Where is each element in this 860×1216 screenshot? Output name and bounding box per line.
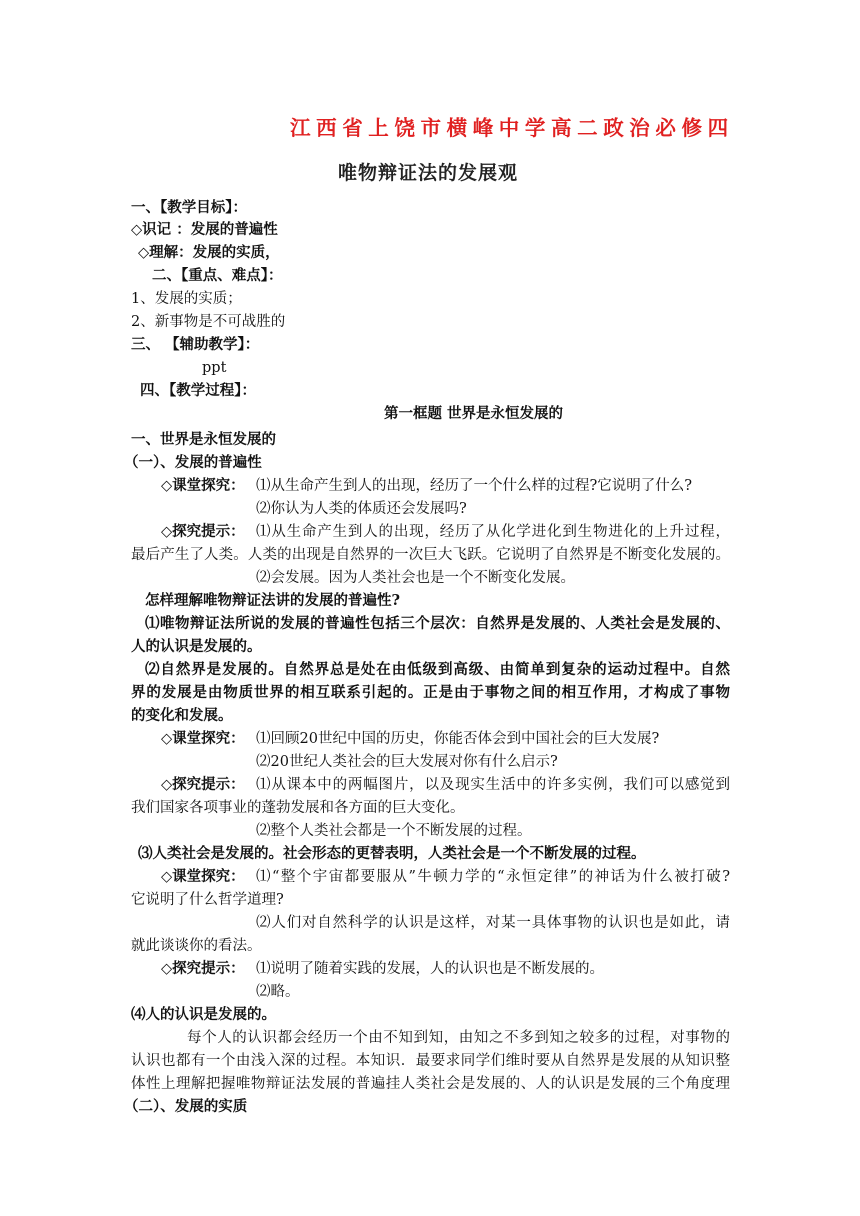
hint-text: 最后产生了人类。人类的出现是自然界的一次巨大飞跃。它说明了自然界是不断变化发展的。 (131, 547, 730, 563)
lesson-title: 第一框题 世界是永恒发展的 (384, 405, 564, 422)
question-text: ⑴从生命产生到人的出现，经历了一个什么样的过程?它说明了什么? (256, 478, 693, 494)
objective-item: ◇识记 ：发展的普遍性 (131, 221, 278, 238)
paragraph-text: 体性上理解把握唯物辩证法发展的普遍挂人类社会是发展的、人的认识是发展的三个角度理 (131, 1076, 730, 1092)
subsection-heading: （一）、发展的普遍性 (124, 454, 262, 471)
exploration-label: ◇课堂探究： (161, 868, 245, 885)
question-text: ⑵人们对自然科学的认识是这样，对某一具体事物的认识也是如此，请 (256, 915, 730, 931)
hint-text: ⑴从课本中的两幅图片，以及现实生活中的许多实例，我们可以感觉到 (256, 777, 730, 793)
hint-text: ⑴从生命产生到人的出现，经历了从化学进化到生物进化的上升过程， (256, 524, 730, 540)
paragraph-bold: 的变化和发展。 (131, 707, 233, 724)
hint-text: 我们国家各项事业的蓬勃发展和各方面的巨大变化。 (131, 800, 465, 816)
exploration-label: ◇课堂探究： (161, 730, 245, 747)
question-text: ⑵20世纪人类社会的巨大发展对你有什么启示? (256, 754, 558, 770)
objective-item: ◇理解：发展的实质， (138, 244, 280, 261)
hint-text: ⑵整个人类社会都是一个不断发展的过程。 (256, 823, 532, 839)
paragraph-bold: 界的发展是由物质世界的相互联系引起的。正是由于事物之间的相互作用，才构成了事物 (131, 684, 730, 701)
section-heading: 二、【重点、难点】： (152, 267, 283, 284)
section-heading: 一、【教学目标】： (131, 199, 247, 216)
hint-text: ⑴说明了随着实践的发展，人的认识也是不断发展的。 (256, 961, 604, 977)
question-heading: 怎样理解唯物辩证法讲的发展的普遍性? (145, 592, 400, 609)
paragraph-text: 每个人的认识都会经历一个由不知到知，由知之不多到知之较多的过程，对事物的 (187, 1030, 730, 1046)
section-heading: 四、【教学过程】： (140, 382, 256, 399)
paragraph-bold: ⑶人类社会是发展的。社会形态的更替表明，人类社会是一个不断发展的过程。 (138, 845, 646, 862)
hint-label: ◇探究提示： (161, 960, 245, 977)
hint-label: ◇探究提示： (161, 523, 245, 540)
paragraph-bold: ⑷人的认识是发展的。 (131, 1006, 276, 1023)
hint-text: ⑵略。 (256, 984, 300, 1000)
section-heading: 三、 【辅助教学】： (131, 336, 260, 353)
document-title: 江西省上饶市横峰中学高二政治必修四 (290, 116, 734, 140)
list-item: 1、发展的实质； (131, 291, 242, 307)
paragraph-bold: ⑵自然界是发展的。自然界总是处在由低级到高级、由简单到复杂的运动过程中。自然 (145, 661, 730, 678)
paragraph-bold: ⑴唯物辩证法所说的发展的普遍性包括三个层次：自然界是发展的、人类社会是发展的、 (145, 615, 730, 632)
question-text: 它说明了什么哲学道理? (131, 892, 284, 908)
list-item: 2、新事物是不可战胜的 (131, 314, 286, 330)
question-text: 就此谈谈你的看法。 (131, 938, 262, 954)
hint-text: ⑵会发展。因为人类社会也是一个不断变化发展。 (256, 570, 575, 586)
paragraph-bold: 人的认识是发展的。 (131, 638, 262, 655)
question-text: ⑵你认为人类的体质还会发展吗? (256, 501, 467, 517)
document-subtitle: 唯物辩证法的发展观 (338, 162, 519, 184)
question-text: ⑴回顾20世纪中国的历史，你能否体会到中国社会的巨大发展? (256, 731, 660, 747)
paragraph-text: 认识也都有一个由浅入深的过程。本知识．最要求同学们维时要从自然界是发展的从知识整 (131, 1053, 730, 1069)
section-heading: 一、世界是永恒发展的 (131, 431, 276, 448)
teaching-aid: ppt (202, 360, 227, 376)
subsection-heading: （二）、发展的实质 (124, 1098, 248, 1115)
question-text: ⑴“整个宇宙都要服从”牛顿力学的“永恒定律”的神话为什么被打破? (256, 869, 730, 885)
hint-label: ◇探究提示： (161, 776, 245, 793)
exploration-label: ◇课堂探究： (161, 477, 245, 494)
